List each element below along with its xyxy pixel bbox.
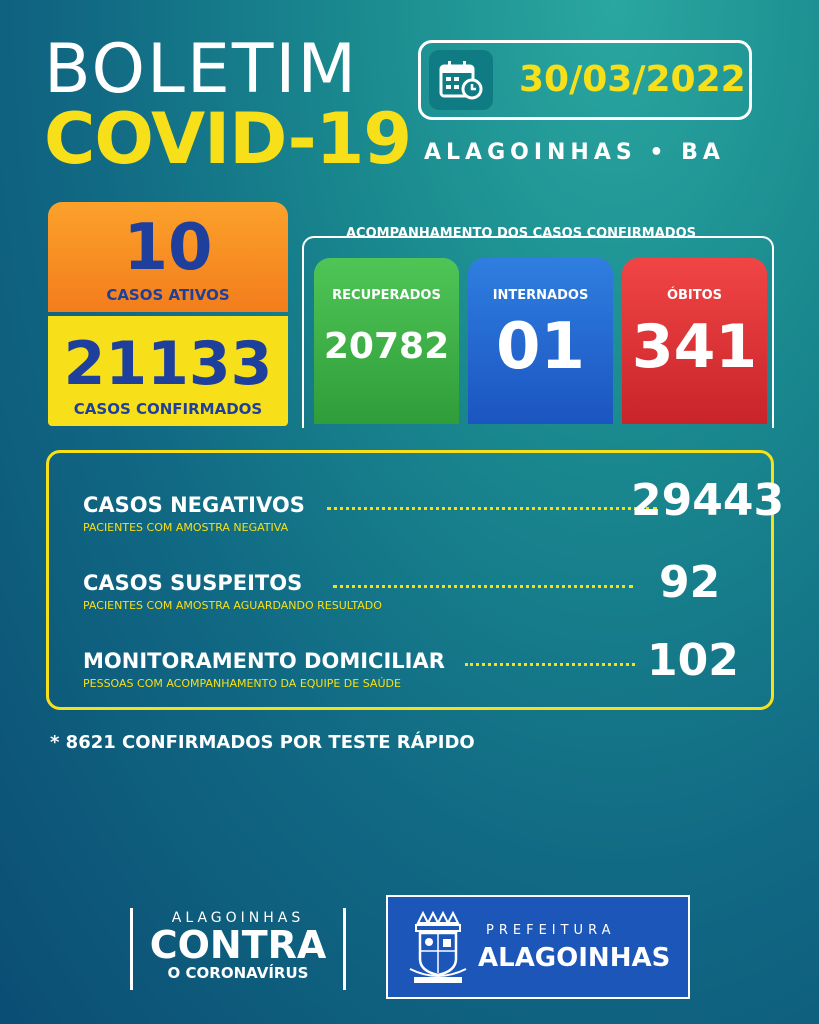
campaign-logo — [130, 908, 346, 990]
suspect-row — [83, 557, 773, 612]
suspect-dots — [333, 585, 633, 588]
campaign-logo-top: ALAGOINHAS — [171, 910, 305, 926]
home-subtitle: PESSOAS COM ACOMPANHAMENTO DA EQUIPE DE SAÚDE — [83, 677, 401, 690]
bulletin-date: 30/03/2022 — [519, 59, 746, 100]
rapid-test-footnote: * 8621 CONFIRMADOS POR TESTE RÁPIDO — [50, 732, 475, 753]
home-dots — [465, 663, 635, 666]
confirmed-cases-label: CASOS CONFIRMADOS — [73, 400, 263, 418]
active-cases-card — [48, 202, 288, 312]
home-value: 102 — [647, 635, 739, 686]
recovered-label: RECUPERADOS — [332, 288, 441, 303]
details-box — [46, 450, 785, 710]
campaign-logo-bottom: O CORONAVÍRUS — [167, 964, 309, 982]
hospitalized-label: INTERNADOS — [492, 288, 589, 303]
negative-title: CASOS NEGATIVOS — [83, 493, 305, 517]
date-box — [418, 40, 752, 120]
active-cases-label: CASOS ATIVOS — [106, 286, 230, 304]
campaign-logo-main: CONTRA — [149, 923, 327, 967]
suspect-subtitle: PACIENTES COM AMOSTRA AGUARDANDO RESULTADO — [83, 599, 382, 612]
city-crest-icon — [408, 909, 468, 987]
title-covid: COVID-19 — [44, 98, 412, 180]
title-boletim: BOLETIM — [44, 30, 359, 109]
prefeitura-logo — [386, 895, 690, 999]
negative-value: 29443 — [631, 475, 785, 526]
confirmed-cases-value: 21133 — [63, 329, 273, 399]
negative-row — [83, 475, 785, 534]
active-cases-value: 10 — [123, 211, 213, 285]
deaths-value: 341 — [631, 312, 758, 382]
recovered-card — [314, 258, 459, 424]
home-row — [83, 635, 773, 690]
suspect-title: CASOS SUSPEITOS — [83, 571, 303, 595]
negative-subtitle: PACIENTES COM AMOSTRA NEGATIVA — [83, 521, 289, 534]
confirmed-cases-card — [48, 316, 288, 426]
deaths-card — [622, 258, 767, 424]
prefeitura-top: PREFEITURA — [486, 923, 616, 938]
calendar-clock-icon — [429, 50, 493, 110]
home-title: MONITORAMENTO DOMICILIAR — [83, 649, 445, 673]
followup-title: ACOMPANHAMENTO DOS CASOS CONFIRMADOS — [346, 226, 696, 241]
deaths-label: ÓBITOS — [666, 288, 723, 303]
recovered-value: 20782 — [323, 326, 450, 367]
prefeitura-main: ALAGOINHAS — [478, 943, 671, 973]
negative-dots — [327, 507, 657, 510]
hospitalized-value: 01 — [495, 310, 586, 384]
hospitalized-card — [468, 258, 613, 424]
suspect-value: 92 — [659, 557, 721, 608]
location-label: ALAGOINHAS • BA — [424, 140, 725, 165]
